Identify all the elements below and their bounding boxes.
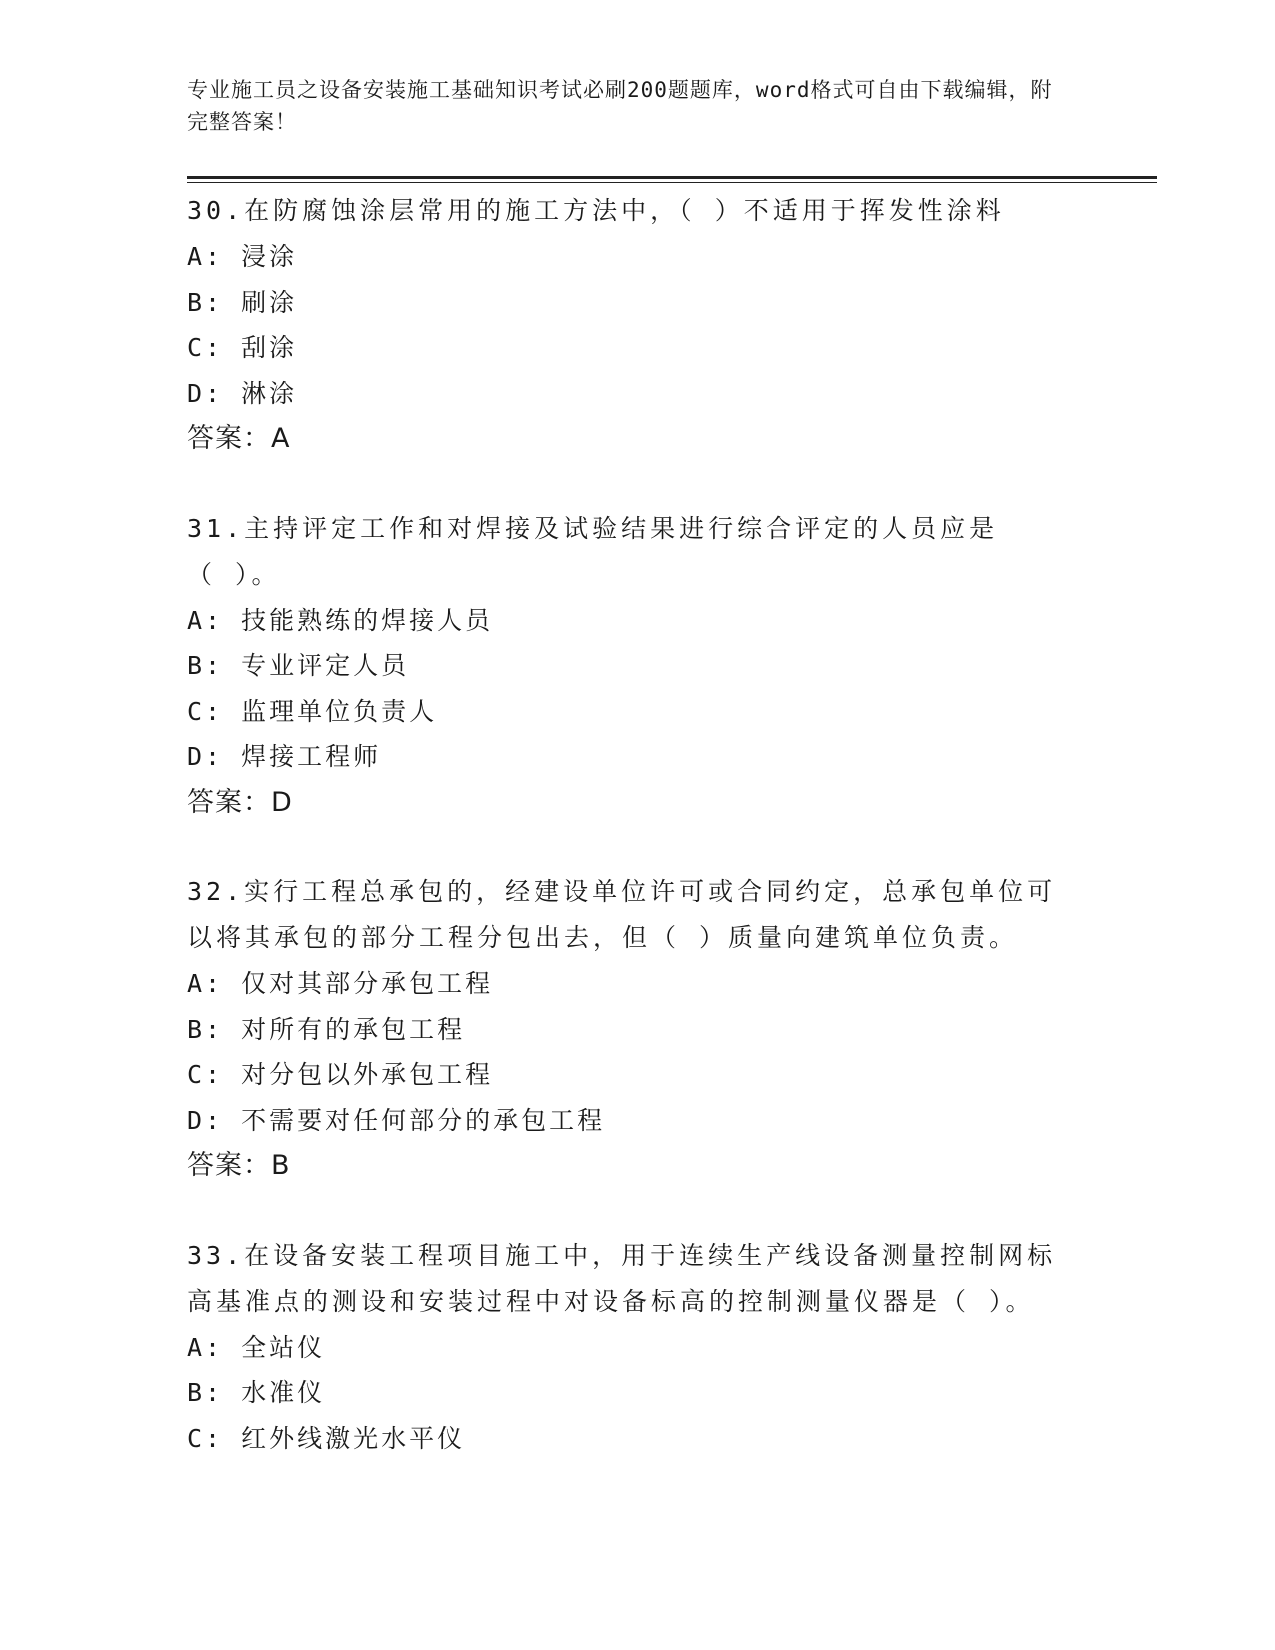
- question-item: [187, 506, 1087, 826]
- option-d: D: 淋涂: [187, 378, 298, 408]
- header-divider-thick: [187, 176, 1157, 179]
- option-d: D: 焊接工程师: [187, 742, 382, 771]
- answer-line: 答案：A: [187, 423, 291, 454]
- answer-line: 答案：D: [187, 786, 293, 818]
- question-text: 32.实行工程总承包的，经建设单位许可或合同约定，总承包单位可以将其承包的部分工程分包出去，但（ ）质量向建筑单位负责。: [187, 877, 1057, 952]
- header-divider-thin: [187, 182, 1157, 183]
- option-b: B: 对所有的承包工程: [187, 1014, 466, 1044]
- option-a: A: 浸涂: [187, 242, 298, 271]
- option-b: B: 专业评定人员: [187, 651, 410, 680]
- option-c: C: 红外线激光水平仪: [187, 1423, 466, 1453]
- option-a: A: 仅对其部分承包工程: [187, 969, 494, 998]
- option-c: C: 对分包以外承包工程: [187, 1060, 494, 1089]
- option-b: B: 刷涂: [187, 287, 298, 317]
- option-a: A: 技能熟练的焊接人员: [187, 605, 494, 635]
- answer-line: 答案：B: [187, 1150, 291, 1181]
- question-item: [187, 869, 1087, 1189]
- question-text: 31.主持评定工作和对焊接及试验结果进行综合评定的人员应是（ ）。: [187, 513, 999, 589]
- option-c: C: 刮涂: [187, 333, 298, 362]
- question-text: 30.在防腐蚀涂层常用的施工方法中，（ ）不适用于挥发性涂料: [187, 196, 1005, 225]
- question-list: [187, 188, 1087, 1505]
- option-a: A: 全站仪: [187, 1332, 326, 1362]
- option-c: C: 监理单位负责人: [187, 696, 438, 726]
- option-b: B: 水准仪: [187, 1378, 326, 1407]
- option-d: D: 不需要对任何部分的承包工程: [187, 1105, 606, 1135]
- document-header: 专业施工员之设备安装施工基础知识考试必刷200题题库，word格式可自由下载编辑，附完整答案！: [187, 78, 1053, 134]
- question-item: [187, 1233, 1087, 1462]
- question-text: 33.在设备安装工程项目施工中，用于连续生产线设备测量控制网标高基准点的测设和安装过程中对设备标高的控制测量仪器是（ ）。: [187, 1240, 1057, 1316]
- question-item: [187, 188, 1087, 462]
